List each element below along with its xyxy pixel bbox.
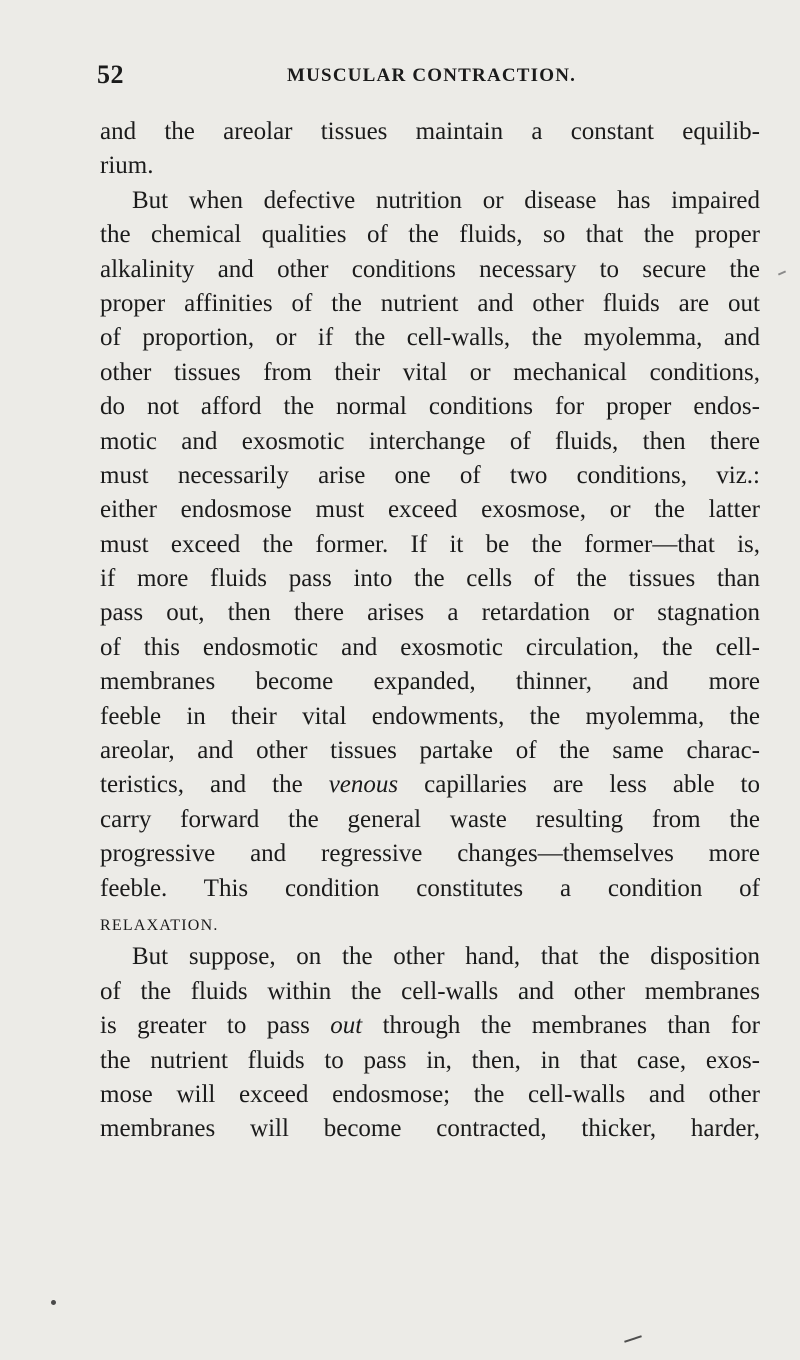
text-line: alkalinity and other conditions necessary to secure the <box>100 255 760 283</box>
text-line: proper affinities of the nutrient and other fluids are out <box>100 289 760 317</box>
text-fragment: is greater to pass <box>100 1012 310 1040</box>
italic-word: venous <box>328 771 399 799</box>
page-header <box>97 60 757 94</box>
small-caps-term-line <box>100 906 760 940</box>
text-line: if more fluids pass into the cells of the tissues than <box>100 565 760 593</box>
text-line: either endosmose must exceed exosmose, or the latter <box>100 496 760 524</box>
text-line: feeble. This condition constitutes a condition of <box>100 874 760 902</box>
text-fragment: through the membranes than for <box>382 1012 760 1040</box>
text-line-with-italic <box>100 768 760 802</box>
text-line: of this endosmotic and exosmotic circulation, the cell- <box>100 633 760 661</box>
scan-speck <box>624 1335 642 1342</box>
text-line: must necessarily arise one of two conditions, viz.: <box>100 461 760 489</box>
text-line: must exceed the former. If it be the former—that is, <box>100 530 760 558</box>
text-line: do not afford the normal conditions for proper endos- <box>100 393 760 421</box>
text-line: rium. <box>100 152 154 180</box>
text-line: the nutrient fluids to pass in, then, in that case, exos- <box>100 1046 760 1074</box>
running-title: MUSCULAR CONTRACTION. <box>287 65 577 86</box>
text-line: carry forward the general waste resulting from the <box>100 805 760 833</box>
text-line: pass out, then there arises a retardation or stagnation <box>100 599 760 627</box>
text-line: the chemical qualities of the fluids, so that the proper <box>100 221 760 249</box>
italic-word: out <box>330 1012 363 1040</box>
scan-speck <box>778 270 786 275</box>
text-line: motic and exosmotic interchange of fluids, then there <box>100 427 760 455</box>
text-line: membranes become expanded, thinner, and more <box>100 668 760 696</box>
relaxation-term: RELAXATION. <box>100 916 219 934</box>
page-number: 52 <box>97 60 124 89</box>
text-fragment: capillaries are less able to <box>424 771 760 799</box>
text-line: of the fluids within the cell-walls and other membranes <box>100 977 760 1005</box>
text-line-with-italic <box>100 1009 760 1043</box>
text-line: mose will exceed endosmose; the cell-walls and other <box>100 1080 760 1108</box>
body-text <box>100 115 760 1147</box>
text-line: progressive and regressive changes—themselves more <box>100 840 760 868</box>
scan-speck <box>51 1300 56 1305</box>
text-line: and the areolar tissues maintain a constant equilib- <box>100 118 760 145</box>
text-line: of proportion, or if the cell-walls, the myolemma, and <box>100 324 760 352</box>
text-line: membranes will become contracted, thicker, harder, <box>100 1115 760 1143</box>
text-line: areolar, and other tissues partake of the same charac- <box>100 737 760 765</box>
text-line: feeble in their vital endowments, the myolemma, the <box>100 702 760 730</box>
paragraph-start-line: But suppose, on the other hand, that the disposition <box>132 943 760 971</box>
text-fragment: teristics, and the <box>100 771 303 799</box>
text-line: other tissues from their vital or mechanical conditions, <box>100 358 760 386</box>
paragraph-start-line: But when defective nutrition or disease has impaired <box>132 186 760 214</box>
